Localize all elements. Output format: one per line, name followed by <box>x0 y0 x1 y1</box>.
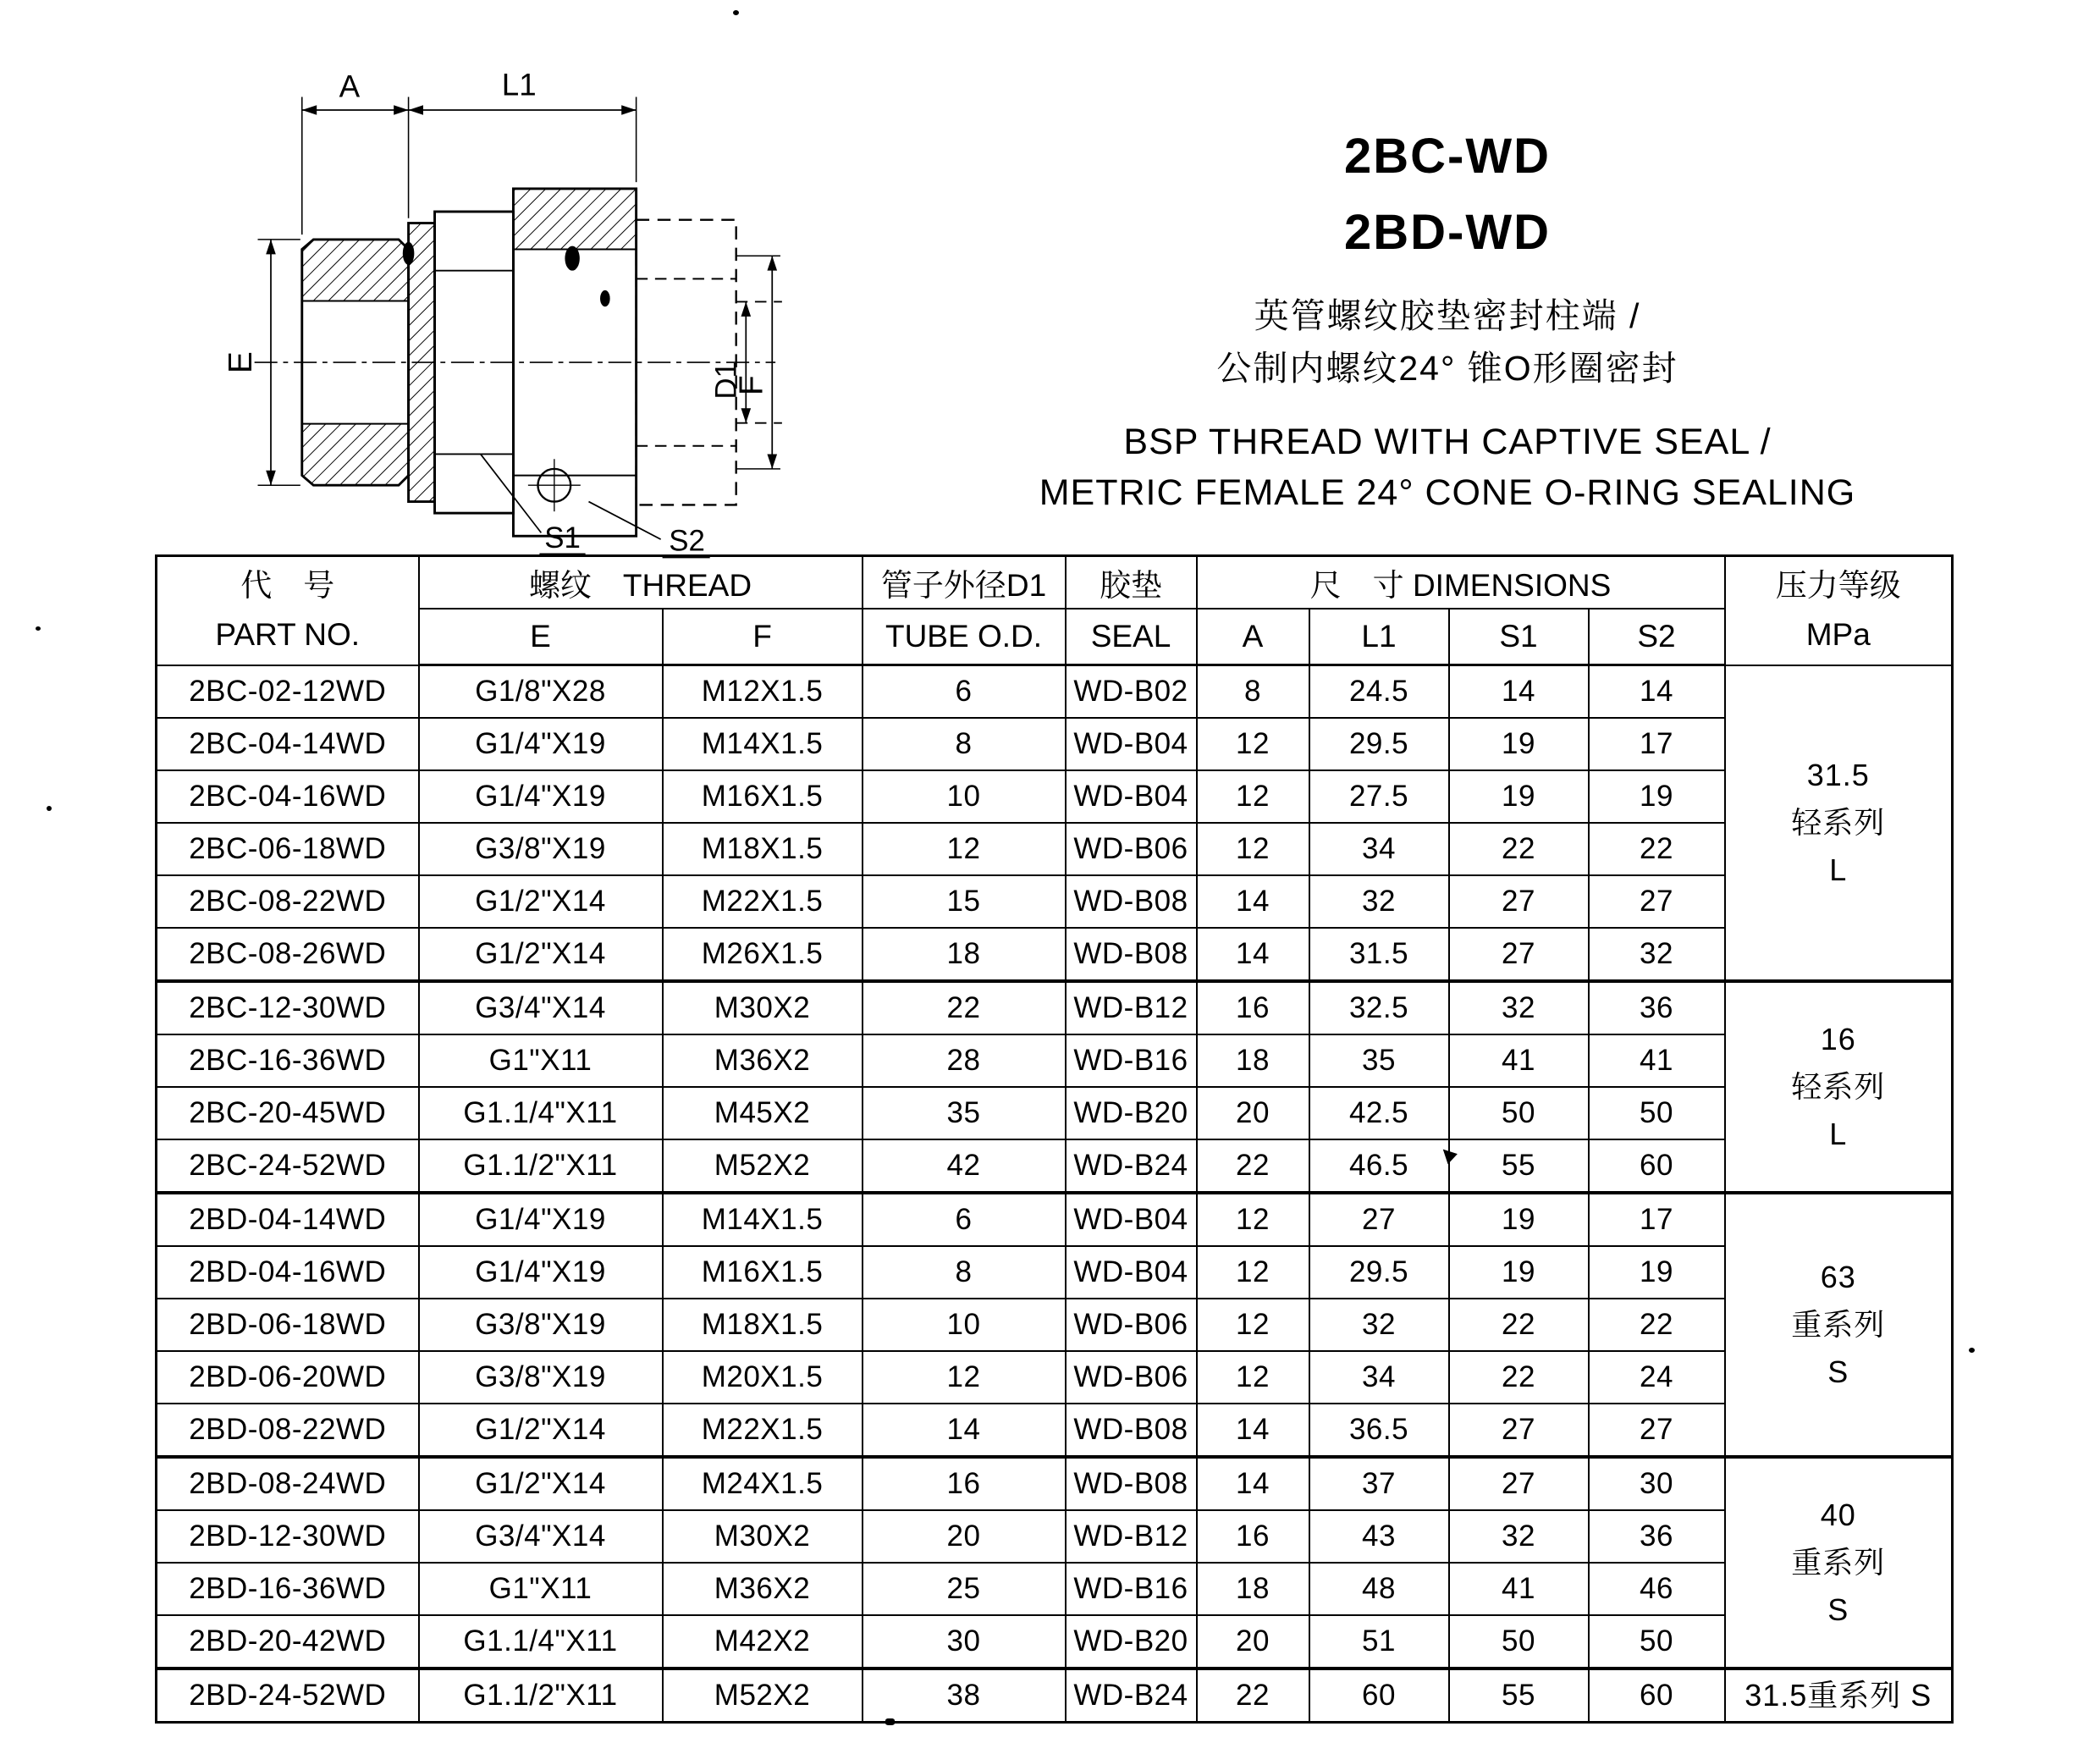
cell-dim-a: 12 <box>1197 1246 1309 1299</box>
cell-part-no: 2BC-08-22WD <box>157 875 419 928</box>
cell-part-no: 2BD-04-16WD <box>157 1246 419 1299</box>
table-row <box>157 1510 1953 1563</box>
cell-dim-s2: 50 <box>1589 1087 1725 1139</box>
cell-thread-f: M45X2 <box>663 1087 863 1139</box>
cell-dim-s1: 32 <box>1449 1510 1589 1563</box>
cell-dim-s1: 41 <box>1449 1034 1589 1087</box>
captive-seal-washer <box>409 223 435 502</box>
cell-dim-s2: 32 <box>1589 928 1725 981</box>
cell-thread-e: G3/4"X14 <box>419 1510 663 1563</box>
cell-thread-f: M14X1.5 <box>663 718 863 770</box>
subtitle-cn-line1: 英管螺纹胶垫密封柱端 / <box>1254 296 1641 335</box>
cell-dim-a: 12 <box>1197 718 1309 770</box>
cell-dim-s1: 19 <box>1449 1246 1589 1299</box>
scan-speck <box>885 1718 895 1725</box>
seal-blob-1 <box>403 242 415 265</box>
cell-dim-a: 12 <box>1197 1351 1309 1404</box>
header-dimensions: 尺 寸 DIMENSIONS <box>1197 556 1725 609</box>
cell-thread-f: M20X1.5 <box>663 1351 863 1404</box>
arrow-a-right <box>394 105 408 115</box>
cell-dim-s2: 14 <box>1589 665 1725 719</box>
cell-part-no: 2BC-04-14WD <box>157 718 419 770</box>
cell-tube-od: 6 <box>863 1193 1066 1246</box>
cell-dim-s1: 27 <box>1449 928 1589 981</box>
cell-tube-od: 12 <box>863 823 1066 875</box>
cell-thread-f: M16X1.5 <box>663 770 863 823</box>
header-tube-od-cn: 管子外径D1 <box>863 556 1066 609</box>
leader-s2 <box>588 502 660 540</box>
cell-dim-s1: 27 <box>1449 875 1589 928</box>
cell-thread-e: G1/4"X19 <box>419 770 663 823</box>
header-pressure-unit: MPa <box>1805 617 1871 653</box>
pressure-group-cell <box>1725 1669 1953 1723</box>
fitting-drawing-svg <box>161 59 787 567</box>
cell-seal: WD-B08 <box>1066 875 1197 928</box>
cell-thread-f: M12X1.5 <box>663 665 863 719</box>
cell-dim-s2: 50 <box>1589 1615 1725 1669</box>
cell-dim-s1: 32 <box>1449 981 1589 1034</box>
cell-tube-od: 8 <box>863 718 1066 770</box>
cell-part-no: 2BD-20-42WD <box>157 1615 419 1669</box>
cell-dim-s1: 22 <box>1449 823 1589 875</box>
cell-dim-a: 12 <box>1197 770 1309 823</box>
cell-dim-l1: 35 <box>1309 1034 1449 1087</box>
cell-part-no: 2BC-02-12WD <box>157 665 419 719</box>
cell-seal: WD-B06 <box>1066 1299 1197 1351</box>
cell-seal: WD-B06 <box>1066 1351 1197 1404</box>
header-tube-od-en: TUBE O.D. <box>863 609 1066 665</box>
cell-dim-s1: 19 <box>1449 718 1589 770</box>
pressure-line: 轻系列 <box>1791 1069 1886 1104</box>
cell-dim-l1: 51 <box>1309 1615 1449 1669</box>
title-block <box>973 119 1921 518</box>
cell-dim-s1: 22 <box>1449 1351 1589 1404</box>
cell-thread-f: M18X1.5 <box>663 823 863 875</box>
cell-dim-l1: 29.5 <box>1309 1246 1449 1299</box>
seal-blob-2 <box>565 246 579 271</box>
header-col-a: A <box>1197 609 1309 665</box>
cell-tube-od: 8 <box>863 1246 1066 1299</box>
header-part-no <box>157 556 419 665</box>
cell-tube-od: 25 <box>863 1563 1066 1615</box>
cell-seal: WD-B16 <box>1066 1563 1197 1615</box>
table-row <box>157 718 1953 770</box>
cell-dim-a: 16 <box>1197 981 1309 1034</box>
cell-dim-a: 16 <box>1197 1510 1309 1563</box>
cell-thread-e: G1.1/2"X11 <box>419 1669 663 1723</box>
cell-seal: WD-B04 <box>1066 1246 1197 1299</box>
cell-dim-l1: 31.5 <box>1309 928 1449 981</box>
cell-seal: WD-B04 <box>1066 1193 1197 1246</box>
table-row <box>157 823 1953 875</box>
header-col-l1: L1 <box>1309 609 1449 665</box>
cell-tube-od: 15 <box>863 875 1066 928</box>
cell-thread-e: G1.1/4"X11 <box>419 1615 663 1669</box>
cell-tube-od: 28 <box>863 1034 1066 1087</box>
header-seal-en: SEAL <box>1066 609 1197 665</box>
header-col-e: E <box>419 609 663 665</box>
table-row <box>157 1246 1953 1299</box>
header-seal-cn: 胶垫 <box>1066 556 1197 609</box>
cell-seal: WD-B08 <box>1066 1404 1197 1457</box>
subtitle-cn-line2: 公制内螺纹24° 锥O形圈密封 <box>1216 349 1678 388</box>
model-number-1: 2BC-WD <box>1344 129 1551 184</box>
dim-label-f: F <box>733 375 770 395</box>
model-number-2: 2BD-WD <box>1344 205 1551 260</box>
table-row <box>157 1615 1953 1669</box>
cell-dim-s2: 17 <box>1589 718 1725 770</box>
pressure-line: 40 <box>1820 1498 1856 1532</box>
cell-dim-a: 12 <box>1197 823 1309 875</box>
leader-s1 <box>481 454 542 532</box>
cell-thread-e: G3/8"X19 <box>419 823 663 875</box>
cell-dim-a: 18 <box>1197 1034 1309 1087</box>
cell-dim-s2: 17 <box>1589 1193 1725 1246</box>
header-col-s2: S2 <box>1589 609 1725 665</box>
cell-dim-s1: 50 <box>1449 1615 1589 1669</box>
cell-dim-s2: 60 <box>1589 1669 1725 1723</box>
cell-part-no: 2BD-24-52WD <box>157 1669 419 1723</box>
male-stud-hatch-bottom <box>302 424 409 486</box>
cell-thread-f: M26X1.5 <box>663 928 863 981</box>
cell-thread-e: G1.1/2"X11 <box>419 1139 663 1193</box>
cell-part-no: 2BD-06-18WD <box>157 1299 419 1351</box>
spec-table-header <box>157 556 1953 665</box>
cell-dim-s1: 27 <box>1449 1457 1589 1510</box>
header-thread: 螺纹 THREAD <box>419 556 863 609</box>
cell-part-no: 2BC-12-30WD <box>157 981 419 1034</box>
cell-thread-e: G1"X11 <box>419 1034 663 1087</box>
cell-tube-od: 10 <box>863 770 1066 823</box>
cell-thread-f: M18X1.5 <box>663 1299 863 1351</box>
cell-thread-e: G3/8"X19 <box>419 1299 663 1351</box>
cell-part-no: 2BD-04-14WD <box>157 1193 419 1246</box>
table-row <box>157 1563 1953 1615</box>
pressure-line: 63 <box>1820 1260 1856 1294</box>
cell-dim-s2: 46 <box>1589 1563 1725 1615</box>
header-part-no-en: PART NO. <box>215 617 361 653</box>
cell-part-no: 2BC-06-18WD <box>157 823 419 875</box>
subtitle-en-line2: METRIC FEMALE 24° CONE O-RING SEALING <box>1039 472 1856 513</box>
table-row <box>157 1139 1953 1193</box>
cell-dim-a: 8 <box>1197 665 1309 719</box>
cell-tube-od: 22 <box>863 981 1066 1034</box>
cell-dim-s2: 27 <box>1589 1404 1725 1457</box>
header-col-s1: S1 <box>1449 609 1589 665</box>
pressure-line: L <box>1829 852 1848 887</box>
table-row <box>157 928 1953 981</box>
dim-label-l1: L1 <box>501 67 537 102</box>
scan-speck <box>47 806 52 811</box>
spec-table-container <box>155 554 1954 1724</box>
cell-dim-s1: 14 <box>1449 665 1589 719</box>
table-row <box>157 1087 1953 1139</box>
pressure-line: S <box>1827 1592 1849 1627</box>
cell-dim-a: 14 <box>1197 1457 1309 1510</box>
cell-tube-od: 35 <box>863 1087 1066 1139</box>
cell-dim-s1: 50 <box>1449 1087 1589 1139</box>
cell-thread-e: G1/2"X14 <box>419 928 663 981</box>
table-row <box>157 665 1953 719</box>
cell-thread-e: G3/8"X19 <box>419 1351 663 1404</box>
cell-thread-f: M42X2 <box>663 1615 863 1669</box>
arrow-d1-top <box>741 301 751 316</box>
cell-thread-f: M36X2 <box>663 1034 863 1087</box>
cell-dim-s1: 19 <box>1449 1193 1589 1246</box>
pressure-line: 重系列 <box>1791 1307 1886 1342</box>
cell-dim-l1: 32.5 <box>1309 981 1449 1034</box>
pressure-group-cell <box>1725 1193 1953 1457</box>
spec-table-body <box>157 665 1953 1723</box>
pressure-line: 16 <box>1820 1022 1856 1056</box>
cell-part-no: 2BC-16-36WD <box>157 1034 419 1087</box>
cell-dim-l1: 48 <box>1309 1563 1449 1615</box>
arrow-f-bottom <box>767 454 777 468</box>
spec-table <box>155 554 1954 1724</box>
cell-seal: WD-B24 <box>1066 1669 1197 1723</box>
cell-part-no: 2BC-08-26WD <box>157 928 419 981</box>
cell-thread-e: G1/2"X14 <box>419 1404 663 1457</box>
cell-thread-f: M52X2 <box>663 1669 863 1723</box>
cell-seal: WD-B06 <box>1066 823 1197 875</box>
table-row <box>157 1299 1953 1351</box>
cell-tube-od: 18 <box>863 928 1066 981</box>
subtitle-en-line1: BSP THREAD WITH CAPTIVE SEAL / <box>1123 422 1772 462</box>
cell-dim-s1: 55 <box>1449 1139 1589 1193</box>
cell-dim-l1: 34 <box>1309 823 1449 875</box>
cell-seal: WD-B20 <box>1066 1615 1197 1669</box>
cell-thread-e: G1/4"X19 <box>419 718 663 770</box>
table-row <box>157 875 1953 928</box>
table-row <box>157 1457 1953 1510</box>
cell-seal: WD-B02 <box>1066 665 1197 719</box>
fitting-technical-drawing <box>161 59 787 567</box>
cell-thread-e: G1/2"X14 <box>419 875 663 928</box>
cell-tube-od: 38 <box>863 1669 1066 1723</box>
arrow-e-bottom <box>266 471 276 485</box>
cell-thread-e: G1/4"X19 <box>419 1246 663 1299</box>
cell-dim-s1: 41 <box>1449 1563 1589 1615</box>
pressure-line: L <box>1829 1117 1848 1151</box>
arrow-e-top <box>266 240 276 254</box>
cell-dim-s2: 19 <box>1589 770 1725 823</box>
cell-thread-f: M30X2 <box>663 981 863 1034</box>
cell-seal: WD-B12 <box>1066 1510 1197 1563</box>
arrow-d1-bottom <box>741 408 751 422</box>
cell-part-no: 2BC-24-52WD <box>157 1139 419 1193</box>
cell-dim-s2: 60 <box>1589 1139 1725 1193</box>
cell-part-no: 2BD-08-22WD <box>157 1404 419 1457</box>
scan-speck <box>36 626 41 631</box>
table-row <box>157 1193 1953 1246</box>
cell-dim-s2: 36 <box>1589 1510 1725 1563</box>
cell-dim-a: 14 <box>1197 928 1309 981</box>
cell-dim-l1: 29.5 <box>1309 718 1449 770</box>
cell-dim-s2: 30 <box>1589 1457 1725 1510</box>
cell-seal: WD-B20 <box>1066 1087 1197 1139</box>
male-stud-hatch-top <box>302 240 409 301</box>
cell-dim-a: 22 <box>1197 1139 1309 1193</box>
cell-dim-s1: 22 <box>1449 1299 1589 1351</box>
arrow-f-top <box>767 256 777 270</box>
dim-label-e: E <box>222 351 259 373</box>
cell-seal: WD-B04 <box>1066 770 1197 823</box>
cell-tube-od: 30 <box>863 1615 1066 1669</box>
cell-dim-s2: 27 <box>1589 875 1725 928</box>
cell-dim-a: 12 <box>1197 1299 1309 1351</box>
cell-dim-l1: 27 <box>1309 1193 1449 1246</box>
cell-tube-od: 6 <box>863 665 1066 719</box>
cell-part-no: 2BC-20-45WD <box>157 1087 419 1139</box>
cell-thread-f: M36X2 <box>663 1563 863 1615</box>
cell-seal: WD-B08 <box>1066 1457 1197 1510</box>
cell-thread-e: G1/2"X14 <box>419 1457 663 1510</box>
cell-dim-l1: 42.5 <box>1309 1087 1449 1139</box>
table-row <box>157 1669 1953 1723</box>
header-col-f: F <box>663 609 863 665</box>
cell-part-no: 2BD-16-36WD <box>157 1563 419 1615</box>
pressure-group-cell <box>1725 665 1953 982</box>
cell-tube-od: 16 <box>863 1457 1066 1510</box>
cell-thread-f: M52X2 <box>663 1139 863 1193</box>
cell-seal: WD-B12 <box>1066 981 1197 1034</box>
arrow-a-left <box>302 105 317 115</box>
cell-tube-od: 10 <box>863 1299 1066 1351</box>
header-pressure <box>1725 556 1953 665</box>
table-row <box>157 770 1953 823</box>
table-row <box>157 981 1953 1034</box>
pressure-line: 轻系列 <box>1791 804 1886 840</box>
cell-dim-s2: 24 <box>1589 1351 1725 1404</box>
cell-thread-f: M24X1.5 <box>663 1457 863 1510</box>
cell-dim-l1: 34 <box>1309 1351 1449 1404</box>
arrow-l1-left <box>409 105 423 115</box>
cell-dim-a: 20 <box>1197 1087 1309 1139</box>
cell-dim-l1: 36.5 <box>1309 1404 1449 1457</box>
pressure-line: 31.5 <box>1806 757 1870 792</box>
pressure-line: S <box>1827 1354 1849 1389</box>
callout-s2: S2 <box>669 524 705 558</box>
cell-dim-s2: 19 <box>1589 1246 1725 1299</box>
cell-dim-l1: 24.5 <box>1309 665 1449 719</box>
table-row <box>157 1404 1953 1457</box>
cell-thread-e: G1"X11 <box>419 1563 663 1615</box>
scan-speck <box>733 10 739 15</box>
cell-seal: WD-B16 <box>1066 1034 1197 1087</box>
cell-dim-s1: 19 <box>1449 770 1589 823</box>
cell-dim-s2: 36 <box>1589 981 1725 1034</box>
cell-thread-e: G1/8"X28 <box>419 665 663 719</box>
cell-dim-s1: 27 <box>1449 1404 1589 1457</box>
cell-part-no: 2BD-06-20WD <box>157 1351 419 1404</box>
cell-dim-l1: 60 <box>1309 1669 1449 1723</box>
cell-thread-f: M30X2 <box>663 1510 863 1563</box>
cell-dim-a: 12 <box>1197 1193 1309 1246</box>
cell-thread-f: M22X1.5 <box>663 875 863 928</box>
cell-seal: WD-B24 <box>1066 1139 1197 1193</box>
cell-thread-e: G1/4"X19 <box>419 1193 663 1246</box>
cell-dim-a: 14 <box>1197 875 1309 928</box>
pressure-group-cell <box>1725 981 1953 1193</box>
arrow-l1-right <box>621 105 636 115</box>
cell-thread-f: M14X1.5 <box>663 1193 863 1246</box>
cell-thread-e: G3/4"X14 <box>419 981 663 1034</box>
cell-dim-l1: 37 <box>1309 1457 1449 1510</box>
cell-thread-f: M22X1.5 <box>663 1404 863 1457</box>
cell-tube-od: 12 <box>863 1351 1066 1404</box>
cell-dim-a: 14 <box>1197 1404 1309 1457</box>
cell-dim-l1: 32 <box>1309 1299 1449 1351</box>
cell-seal: WD-B04 <box>1066 718 1197 770</box>
cell-thread-e: G1.1/4"X11 <box>419 1087 663 1139</box>
cell-dim-s2: 22 <box>1589 823 1725 875</box>
header-part-no-cn: 代 号 <box>240 568 335 604</box>
table-row <box>157 1034 1953 1087</box>
cell-dim-a: 18 <box>1197 1563 1309 1615</box>
cell-tube-od: 14 <box>863 1404 1066 1457</box>
cell-dim-s1: 55 <box>1449 1669 1589 1723</box>
hex-s2-hatch <box>513 189 636 250</box>
pressure-line: 重系列 <box>1791 1545 1886 1580</box>
dim-label-a: A <box>339 69 361 104</box>
cell-thread-f: M16X1.5 <box>663 1246 863 1299</box>
pressure-group-cell <box>1725 1457 1953 1669</box>
header-pressure-cn: 压力等级 <box>1775 568 1901 604</box>
cell-dim-l1: 46.5 <box>1309 1139 1449 1193</box>
table-row <box>157 1351 1953 1404</box>
cell-part-no: 2BC-04-16WD <box>157 770 419 823</box>
callout-s1: S1 <box>544 521 581 554</box>
scan-speck <box>1969 1348 1975 1353</box>
cell-tube-od: 20 <box>863 1510 1066 1563</box>
cell-dim-l1: 32 <box>1309 875 1449 928</box>
pressure-line: 31.5重系列 S <box>1744 1678 1932 1713</box>
seal-blob-3 <box>600 290 610 306</box>
cell-dim-l1: 43 <box>1309 1510 1449 1563</box>
cell-part-no: 2BD-12-30WD <box>157 1510 419 1563</box>
cell-dim-a: 22 <box>1197 1669 1309 1723</box>
cell-part-no: 2BD-08-24WD <box>157 1457 419 1510</box>
cell-dim-l1: 27.5 <box>1309 770 1449 823</box>
cell-dim-a: 20 <box>1197 1615 1309 1669</box>
dim-label-d1: D1 <box>709 361 743 400</box>
cell-tube-od: 42 <box>863 1139 1066 1193</box>
cell-seal: WD-B08 <box>1066 928 1197 981</box>
cell-dim-s2: 22 <box>1589 1299 1725 1351</box>
cell-dim-s2: 41 <box>1589 1034 1725 1087</box>
